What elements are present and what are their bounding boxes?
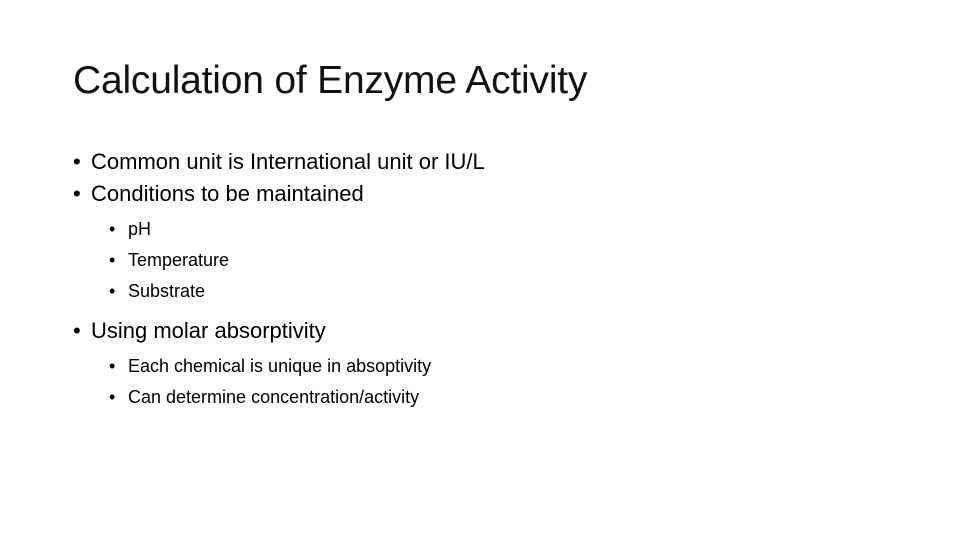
sub-bullet-text: Each chemical is unique in absoptivity [128,356,432,376]
sub-bullet-dot: • [109,250,116,270]
sub-bullet-dot: • [109,356,116,376]
sub-bullet-dot: • [109,281,116,301]
bullet-text: Conditions to be maintained [91,181,364,206]
sub-bullet-list [73,351,913,413]
bullet-list [73,146,913,421]
sub-bullet-list [73,214,913,307]
bullet-dot: • [73,181,81,206]
sub-bullet-item [73,382,913,413]
sub-bullet-item [73,276,913,307]
sub-bullet-dot: • [109,219,116,239]
bullet-dot: • [73,318,81,343]
sub-bullet-item [73,214,913,245]
sub-bullet-text: Substrate [128,281,206,301]
bullet-text: Using molar absorptivity [91,318,326,343]
slide-title: Calculation of Enzyme Activity [73,59,588,102]
bullet-item-1 [73,146,913,178]
bullet-item-2 [73,178,913,210]
sub-bullet-text: Can determine concentration/activity [128,387,420,407]
sub-bullet-item [73,351,913,382]
sub-bullet-text: Temperature [128,250,230,270]
bullet-item-3 [73,315,913,347]
bullet-text: Common unit is International unit or IU/L [91,149,485,174]
sub-bullet-text: pH [128,219,152,239]
sub-bullet-dot: • [109,387,116,407]
bullet-dot: • [73,149,81,174]
sub-bullet-item [73,245,913,276]
